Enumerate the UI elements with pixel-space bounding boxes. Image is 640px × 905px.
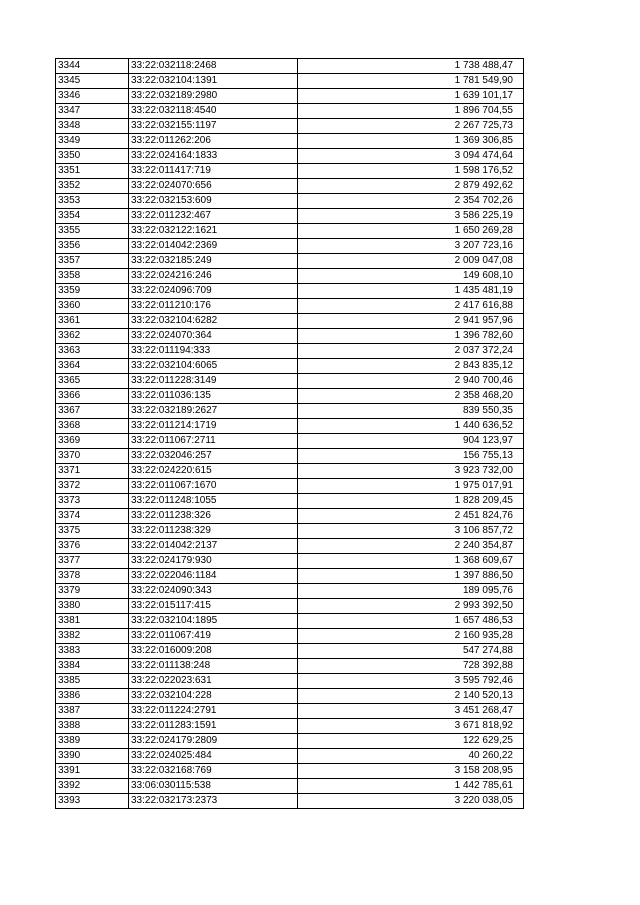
row-number-cell: 3373: [56, 494, 129, 509]
value-cell: 839 550,35: [298, 404, 524, 419]
row-number-cell: 3369: [56, 434, 129, 449]
cadastral-number-cell: 33:22:011210:176: [129, 299, 298, 314]
row-number-cell: 3366: [56, 389, 129, 404]
table-row: [56, 614, 524, 629]
cadastral-number-cell: 33:22:011283:1591: [129, 719, 298, 734]
cadastral-number-cell: 33:22:032104:6065: [129, 359, 298, 374]
cadastral-number-cell: 33:22:024164:1833: [129, 149, 298, 164]
cadastral-number-cell: 33:22:011036:135: [129, 389, 298, 404]
value-cell: 3 220 038,05: [298, 794, 524, 809]
value-cell: 1 639 101,17: [298, 89, 524, 104]
value-cell: 3 106 857,72: [298, 524, 524, 539]
table-row: [56, 104, 524, 119]
cadastral-number-cell: 33:22:032104:228: [129, 689, 298, 704]
value-cell: 189 095,76: [298, 584, 524, 599]
row-number-cell: 3390: [56, 749, 129, 764]
value-cell: 2 009 047,08: [298, 254, 524, 269]
cadastral-number-cell: 33:22:024096:709: [129, 284, 298, 299]
row-number-cell: 3345: [56, 74, 129, 89]
value-cell: 2 358 468,20: [298, 389, 524, 404]
value-cell: 2 354 702,26: [298, 194, 524, 209]
table-row: [56, 524, 524, 539]
table-row: [56, 629, 524, 644]
cadastral-number-cell: 33:22:032122:1621: [129, 224, 298, 239]
row-number-cell: 3351: [56, 164, 129, 179]
table-row: [56, 479, 524, 494]
row-number-cell: 3348: [56, 119, 129, 134]
cadastral-number-cell: 33:22:032189:2980: [129, 89, 298, 104]
table-row: [56, 59, 524, 74]
row-number-cell: 3355: [56, 224, 129, 239]
row-number-cell: 3364: [56, 359, 129, 374]
cadastral-number-cell: 33:22:032118:4540: [129, 104, 298, 119]
value-cell: 2 993 392,50: [298, 599, 524, 614]
row-number-cell: 3367: [56, 404, 129, 419]
table-row: [56, 329, 524, 344]
row-number-cell: 3362: [56, 329, 129, 344]
row-number-cell: 3380: [56, 599, 129, 614]
cadastral-number-cell: 33:22:022023:631: [129, 674, 298, 689]
value-cell: 1 369 306,85: [298, 134, 524, 149]
row-number-cell: 3386: [56, 689, 129, 704]
value-cell: 1 657 486,53: [298, 614, 524, 629]
row-number-cell: 3353: [56, 194, 129, 209]
table-row: [56, 269, 524, 284]
value-cell: 3 207 723,16: [298, 239, 524, 254]
value-cell: 1 598 176,52: [298, 164, 524, 179]
table-row: [56, 719, 524, 734]
table-row: [56, 224, 524, 239]
row-number-cell: 3358: [56, 269, 129, 284]
value-cell: 904 123,97: [298, 434, 524, 449]
value-cell: 2 879 492,62: [298, 179, 524, 194]
value-cell: 1 368 609,67: [298, 554, 524, 569]
value-cell: 1 440 636,52: [298, 419, 524, 434]
cadastral-number-cell: 33:22:016009:208: [129, 644, 298, 659]
row-number-cell: 3347: [56, 104, 129, 119]
value-cell: 40 260,22: [298, 749, 524, 764]
table-row: [56, 434, 524, 449]
row-number-cell: 3377: [56, 554, 129, 569]
table-row: [56, 314, 524, 329]
row-number-cell: 3352: [56, 179, 129, 194]
row-number-cell: 3349: [56, 134, 129, 149]
cadastral-number-cell: 33:22:011238:326: [129, 509, 298, 524]
row-number-cell: 3372: [56, 479, 129, 494]
row-number-cell: 3360: [56, 299, 129, 314]
table-row: [56, 674, 524, 689]
value-cell: 122 629,25: [298, 734, 524, 749]
row-number-cell: 3374: [56, 509, 129, 524]
row-number-cell: 3376: [56, 539, 129, 554]
table-row: [56, 764, 524, 779]
cadastral-number-cell: 33:22:024090:343: [129, 584, 298, 599]
value-cell: 2 160 935,28: [298, 629, 524, 644]
table-row: [56, 179, 524, 194]
cadastral-number-cell: 33:22:011194:333: [129, 344, 298, 359]
cadastral-number-cell: 33:22:011138:248: [129, 659, 298, 674]
table-row: [56, 299, 524, 314]
cadastral-number-cell: 33:22:011238:329: [129, 524, 298, 539]
cadastral-number-cell: 33:22:032104:1895: [129, 614, 298, 629]
row-number-cell: 3379: [56, 584, 129, 599]
row-number-cell: 3382: [56, 629, 129, 644]
row-number-cell: 3384: [56, 659, 129, 674]
value-cell: 1 435 481,19: [298, 284, 524, 299]
value-cell: 2 451 824,76: [298, 509, 524, 524]
table-row: [56, 659, 524, 674]
value-cell: 1 650 269,28: [298, 224, 524, 239]
cadastral-number-cell: 33:22:014042:2137: [129, 539, 298, 554]
table-row: [56, 119, 524, 134]
cadastral-number-cell: 33:22:024216:246: [129, 269, 298, 284]
table-row: [56, 389, 524, 404]
cadastral-number-cell: 33:22:011417:719: [129, 164, 298, 179]
table-row: [56, 794, 524, 809]
table-row: [56, 569, 524, 584]
table-row: [56, 494, 524, 509]
value-cell: 1 896 704,55: [298, 104, 524, 119]
value-cell: 2 417 616,88: [298, 299, 524, 314]
value-cell: 728 392,88: [298, 659, 524, 674]
document-page: [55, 58, 523, 809]
row-number-cell: 3354: [56, 209, 129, 224]
cadastral-number-cell: 33:22:015117:415: [129, 599, 298, 614]
cadastral-number-cell: 33:22:032104:1391: [129, 74, 298, 89]
row-number-cell: 3389: [56, 734, 129, 749]
cadastral-number-cell: 33:22:011262:206: [129, 134, 298, 149]
value-cell: 3 595 792,46: [298, 674, 524, 689]
cadastral-number-cell: 33:22:011067:1670: [129, 479, 298, 494]
value-cell: 2 941 957,96: [298, 314, 524, 329]
value-cell: 3 158 208,95: [298, 764, 524, 779]
table-row: [56, 749, 524, 764]
table-row: [56, 554, 524, 569]
row-number-cell: 3378: [56, 569, 129, 584]
cadastral-number-cell: 33:22:011232:467: [129, 209, 298, 224]
table-row: [56, 449, 524, 464]
cadastral-number-cell: 33:22:011248:1055: [129, 494, 298, 509]
table-row: [56, 704, 524, 719]
cadastral-number-cell: 33:22:024179:930: [129, 554, 298, 569]
row-number-cell: 3344: [56, 59, 129, 74]
row-number-cell: 3346: [56, 89, 129, 104]
cadastral-number-cell: 33:22:032104:6282: [129, 314, 298, 329]
cadastral-number-cell: 33:22:032189:2627: [129, 404, 298, 419]
cadastral-number-cell: 33:22:032118:2468: [129, 59, 298, 74]
cadastral-value-table: [55, 58, 524, 809]
row-number-cell: 3371: [56, 464, 129, 479]
row-number-cell: 3350: [56, 149, 129, 164]
value-cell: 1 396 782,60: [298, 329, 524, 344]
cadastral-number-cell: 33:22:024070:364: [129, 329, 298, 344]
table-row: [56, 134, 524, 149]
cadastral-number-cell: 33:22:011228:3149: [129, 374, 298, 389]
value-cell: 2 940 700,46: [298, 374, 524, 389]
value-cell: 1 442 785,61: [298, 779, 524, 794]
row-number-cell: 3361: [56, 314, 129, 329]
cadastral-number-cell: 33:06:030115:538: [129, 779, 298, 794]
value-cell: 1 738 488,47: [298, 59, 524, 74]
cadastral-number-cell: 33:22:022046:1184: [129, 569, 298, 584]
cadastral-number-cell: 33:22:032173:2373: [129, 794, 298, 809]
value-cell: 3 451 268,47: [298, 704, 524, 719]
row-number-cell: 3365: [56, 374, 129, 389]
table-body: [56, 59, 524, 809]
row-number-cell: 3383: [56, 644, 129, 659]
cadastral-number-cell: 33:22:024025:484: [129, 749, 298, 764]
row-number-cell: 3381: [56, 614, 129, 629]
value-cell: 156 755,13: [298, 449, 524, 464]
value-cell: 1 781 549,90: [298, 74, 524, 89]
value-cell: 1 828 209,45: [298, 494, 524, 509]
value-cell: 2 267 725,73: [298, 119, 524, 134]
table-row: [56, 539, 524, 554]
cadastral-number-cell: 33:22:024070:656: [129, 179, 298, 194]
row-number-cell: 3370: [56, 449, 129, 464]
row-number-cell: 3357: [56, 254, 129, 269]
table-row: [56, 284, 524, 299]
table-row: [56, 374, 524, 389]
table-row: [56, 689, 524, 704]
cadastral-number-cell: 33:22:024220:615: [129, 464, 298, 479]
table-row: [56, 509, 524, 524]
row-number-cell: 3387: [56, 704, 129, 719]
table-row: [56, 404, 524, 419]
row-number-cell: 3368: [56, 419, 129, 434]
table-row: [56, 254, 524, 269]
value-cell: 2 240 354,87: [298, 539, 524, 554]
table-row: [56, 599, 524, 614]
cadastral-number-cell: 33:22:011067:2711: [129, 434, 298, 449]
cadastral-number-cell: 33:22:032155:1197: [129, 119, 298, 134]
value-cell: 3 671 818,92: [298, 719, 524, 734]
value-cell: 3 094 474,64: [298, 149, 524, 164]
table-row: [56, 149, 524, 164]
cadastral-number-cell: 33:22:032046:257: [129, 449, 298, 464]
cadastral-number-cell: 33:22:024179:2809: [129, 734, 298, 749]
row-number-cell: 3391: [56, 764, 129, 779]
table-row: [56, 194, 524, 209]
cadastral-number-cell: 33:22:011214:1719: [129, 419, 298, 434]
value-cell: 2 037 372,24: [298, 344, 524, 359]
table-row: [56, 164, 524, 179]
value-cell: 1 397 886,50: [298, 569, 524, 584]
value-cell: 149 608,10: [298, 269, 524, 284]
cadastral-number-cell: 33:22:032153:609: [129, 194, 298, 209]
table-row: [56, 209, 524, 224]
table-row: [56, 359, 524, 374]
row-number-cell: 3375: [56, 524, 129, 539]
row-number-cell: 3359: [56, 284, 129, 299]
table-row: [56, 74, 524, 89]
cadastral-number-cell: 33:22:014042:2369: [129, 239, 298, 254]
table-row: [56, 779, 524, 794]
table-row: [56, 644, 524, 659]
row-number-cell: 3393: [56, 794, 129, 809]
value-cell: 3 923 732,00: [298, 464, 524, 479]
table-row: [56, 239, 524, 254]
value-cell: 1 975 017,91: [298, 479, 524, 494]
row-number-cell: 3363: [56, 344, 129, 359]
cadastral-number-cell: 33:22:032185:249: [129, 254, 298, 269]
row-number-cell: 3356: [56, 239, 129, 254]
table-row: [56, 584, 524, 599]
table-row: [56, 419, 524, 434]
value-cell: 2 843 835,12: [298, 359, 524, 374]
cadastral-number-cell: 33:22:011224:2791: [129, 704, 298, 719]
value-cell: 3 586 225,19: [298, 209, 524, 224]
cadastral-number-cell: 33:22:032168:769: [129, 764, 298, 779]
row-number-cell: 3392: [56, 779, 129, 794]
row-number-cell: 3385: [56, 674, 129, 689]
table-row: [56, 89, 524, 104]
table-row: [56, 464, 524, 479]
table-row: [56, 734, 524, 749]
cadastral-number-cell: 33:22:011067:419: [129, 629, 298, 644]
value-cell: 547 274,88: [298, 644, 524, 659]
value-cell: 2 140 520,13: [298, 689, 524, 704]
table-row: [56, 344, 524, 359]
row-number-cell: 3388: [56, 719, 129, 734]
